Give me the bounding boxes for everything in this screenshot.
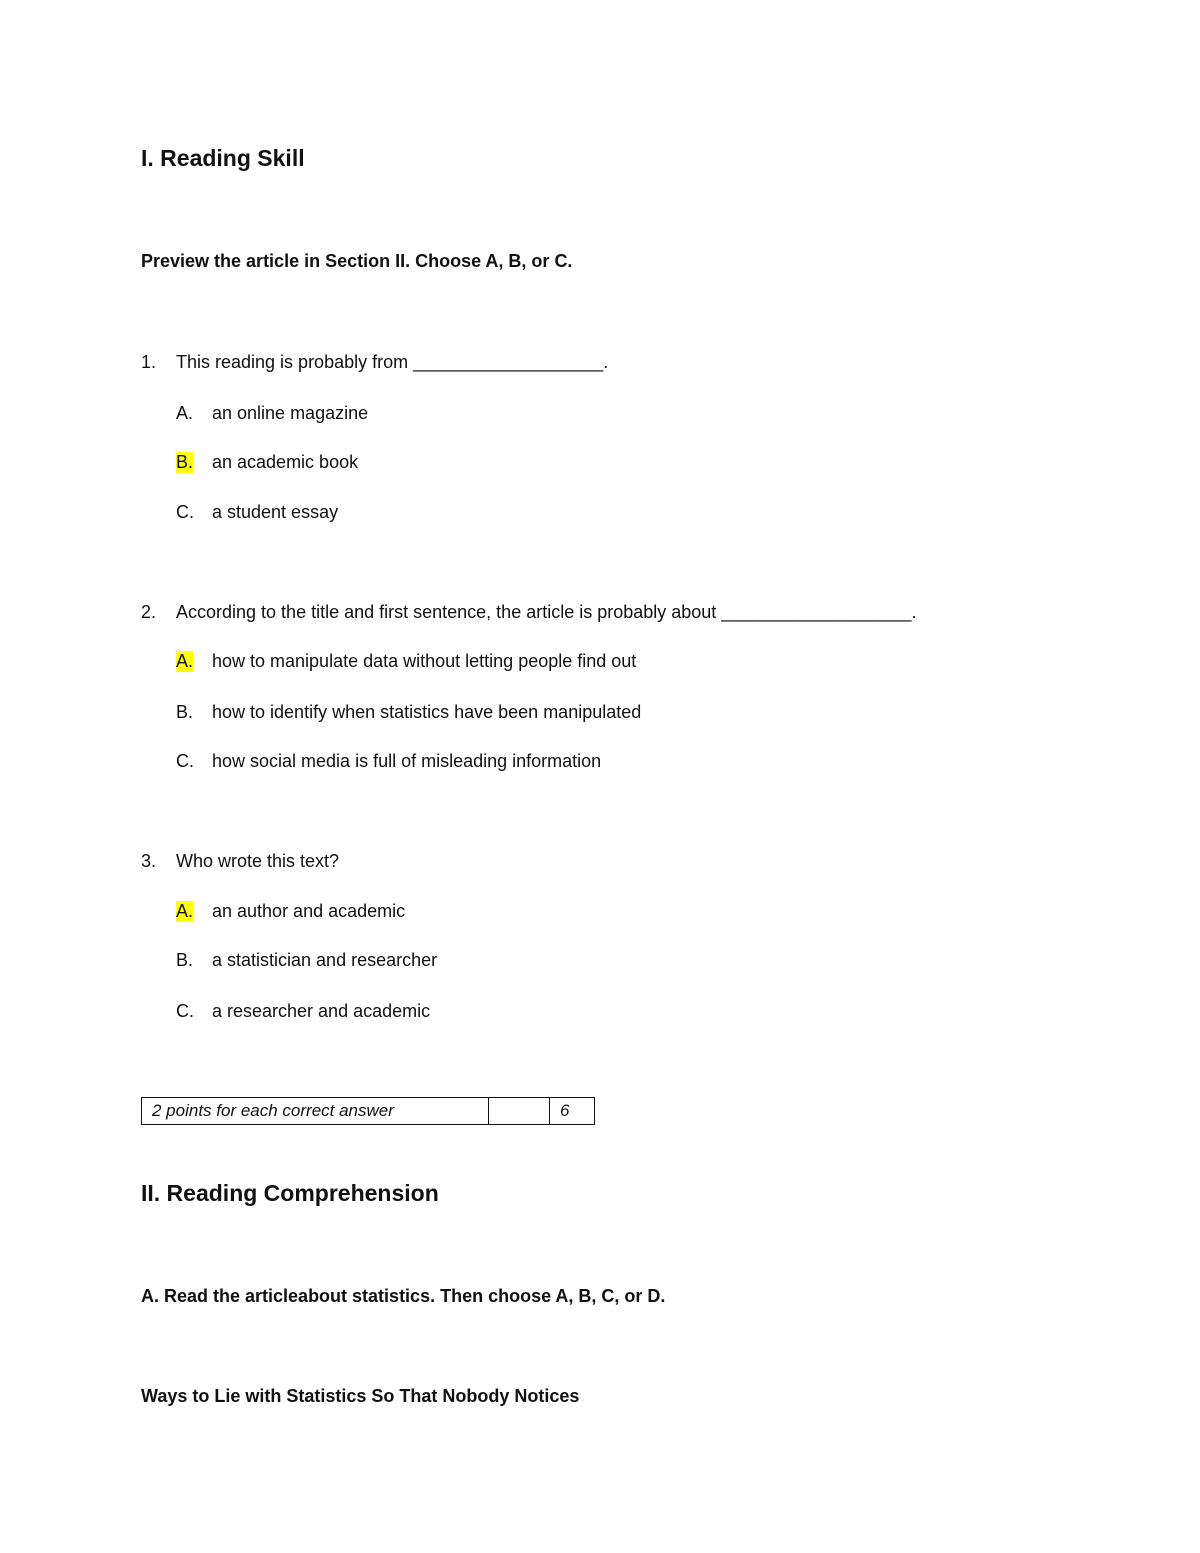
question-number: 2. <box>141 602 157 622</box>
score-table <box>141 1097 595 1125</box>
option-letter-highlighted: A. <box>176 901 194 921</box>
option-text: an online magazine <box>212 403 369 423</box>
option-text: a statistician and researcher <box>212 950 438 970</box>
option-text: how to identify when statistics have been manipulated <box>212 702 642 722</box>
question-1 <box>141 352 1041 376</box>
section1-instruction: Preview the article in Section II. Choose A, B, or C. <box>141 251 573 271</box>
section1-heading: I. Reading Skill <box>141 145 305 171</box>
option-letter: C. <box>176 502 194 522</box>
option-text: a researcher and academic <box>212 1001 431 1021</box>
option-text: an author and academic <box>212 901 406 921</box>
question-number: 3. <box>141 851 157 871</box>
score-total: 6 <box>550 1098 595 1125</box>
option-letter: B. <box>176 950 194 970</box>
question-text: Who wrote this text? <box>176 851 340 871</box>
option-letter-highlighted: A. <box>176 651 194 671</box>
question-number: 1. <box>141 352 157 372</box>
question-3 <box>141 851 1041 875</box>
question-text: This reading is probably from ___________________. <box>176 352 609 372</box>
score-earned-cell <box>489 1098 550 1125</box>
section2-heading: II. Reading Comprehension <box>141 1180 439 1206</box>
option-2c <box>176 751 976 775</box>
option-1c <box>176 502 976 526</box>
option-3b <box>176 950 976 974</box>
option-2a <box>176 651 976 675</box>
option-text: how social media is full of misleading information <box>212 751 602 771</box>
option-letter: C. <box>176 1001 194 1021</box>
option-text: an academic book <box>212 452 359 472</box>
article-title: Ways to Lie with Statistics So That Nobody Notices <box>141 1386 580 1406</box>
option-letter: B. <box>176 702 194 722</box>
option-letter-highlighted: B. <box>176 452 194 472</box>
option-letter: C. <box>176 751 194 771</box>
option-text: how to manipulate data without letting people find out <box>212 651 637 671</box>
section2-instruction: A. Read the articleabout statistics. Then choose A, B, C, or D. <box>141 1286 666 1306</box>
question-2 <box>141 602 1041 626</box>
score-label: 2 points for each correct answer <box>142 1098 489 1125</box>
option-3c <box>176 1001 976 1025</box>
option-2b <box>176 702 976 726</box>
option-1b <box>176 452 976 476</box>
option-3a <box>176 901 976 925</box>
option-text: a student essay <box>212 502 339 522</box>
score-row <box>142 1098 595 1125</box>
option-1a <box>176 403 976 427</box>
question-text: According to the title and first sentence, the article is probably about ___________________. <box>176 602 917 622</box>
option-letter: A. <box>176 403 194 423</box>
